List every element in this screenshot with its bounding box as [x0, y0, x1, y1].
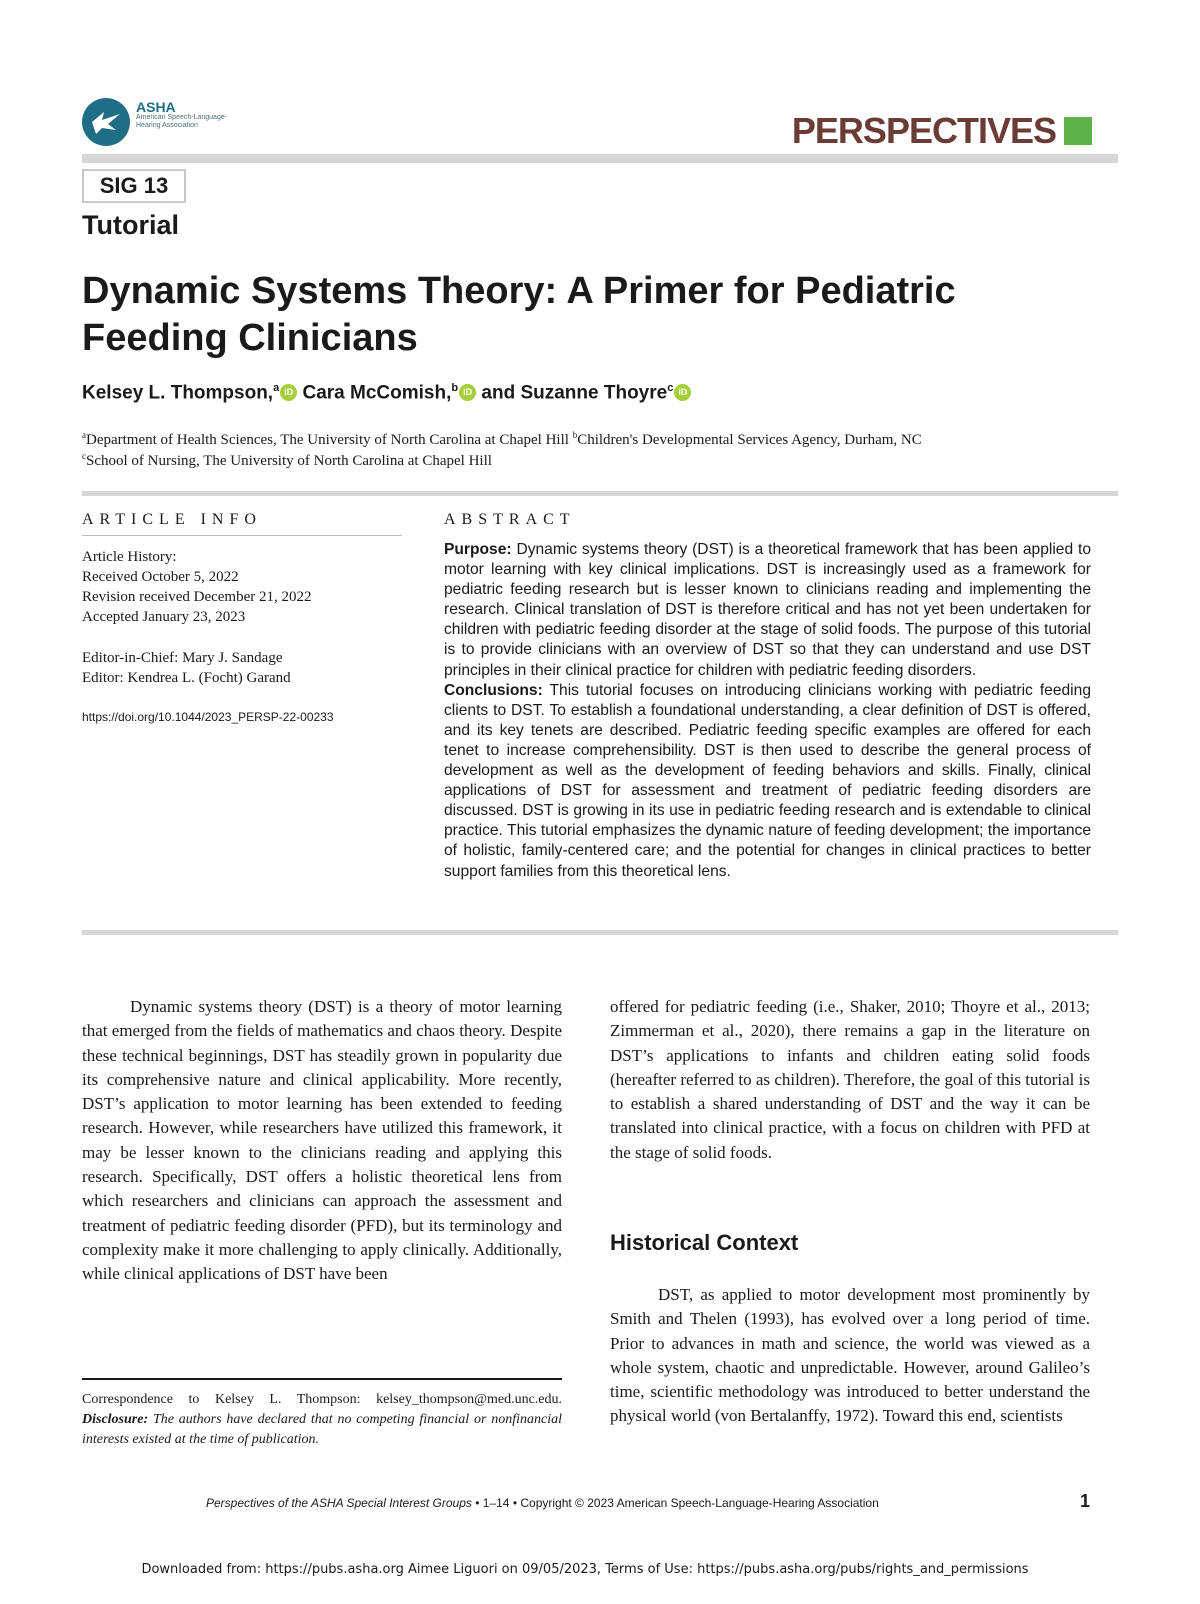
author-name: and Suzanne Thoyre	[481, 382, 668, 404]
author-name: Cara McComish,	[302, 382, 452, 404]
doi-link[interactable]: https://doi.org/10.1044/2023_PERSP-22-00233	[82, 710, 334, 724]
conclusions-label: Conclusions:	[444, 681, 543, 699]
editors	[82, 648, 291, 688]
footnote	[82, 1390, 562, 1450]
affil-sup: c	[82, 451, 86, 461]
disclosure-text: The authors have declared that no competing financial or nonfinancial interests existed at the time of publication.	[82, 1412, 562, 1447]
affiliations-line-2	[82, 451, 492, 470]
body-paragraph: DST, as applied to motor development most prominently by Smith and Thelen (1993), has evolved over a long period of time. Prior to advances in math and science, the world was viewed as a whole system, chaotic and unpredictable. However, around Galileo’s time, scientific methodology was introduced to better understand the physical world (von Bertalanffy, 1972). Toward this end, scientists	[610, 1285, 1090, 1426]
editor-in-chief: Editor-in-Chief: Mary J. Sandage	[82, 650, 283, 666]
history-label: Article History:	[82, 549, 177, 565]
header-rule	[82, 154, 1118, 163]
brand-square-icon	[1064, 117, 1092, 145]
sig-badge: SIG 13	[82, 169, 186, 203]
article-info-divider	[82, 535, 402, 536]
affil-sup: b	[572, 430, 578, 440]
orcid-icon[interactable]: iD	[280, 384, 297, 401]
affiliation-a: Department of Health Sciences, The University of North Carolina at Chapel Hill	[86, 432, 569, 448]
purpose-text: Dynamic systems theory (DST) is a theoretical framework that has been applied to motor learning with key clinical implications. DST is increasingly used as a framework for pediatric feeding research but is lesser known to clinicians reading and implementing the research. Clinical translation of DST is therefore critical and has not yet been undertaken for children with pediatric feeding disorder at the stage of solid foods. The purpose of this tutorial is to provide clinicians with an overview of DST so that they can understand and use DST principles in their clinical practice for children with pediatric feeding disorders.	[444, 541, 1091, 679]
title-line-1: Dynamic Systems Theory: A Primer for Pediatric	[82, 270, 956, 312]
abstract-rule	[82, 930, 1118, 935]
footnote-rule	[82, 1378, 562, 1380]
affil-sup: a	[82, 430, 86, 440]
article-history	[82, 547, 312, 627]
editor: Editor: Kendrea L. (Focht) Garand	[82, 670, 291, 686]
affiliation-b: Children's Developmental Services Agency, Durham, NC	[577, 432, 922, 448]
abstract-heading: ABSTRACT	[444, 511, 576, 528]
asha-logo-icon	[82, 98, 130, 146]
logo-name: ASHA	[136, 99, 176, 115]
article-type: Tutorial	[82, 210, 179, 240]
page-range: • 1–14 •	[475, 1496, 518, 1510]
journal-name: Perspectives of the ASHA Special Interest Groups	[206, 1496, 472, 1510]
conclusions-text: This tutorial focuses on introducing clinicians working with pediatric feeding clients to DST. To establish a foundational understanding, a clear definition of DST is offered, and its key tenets are described. Pediatric feeding specific examples are offered for each tenet to increase comprehensibility. DST is then used to describe the general process of development as well as the development of feeding behaviors and skills. Finally, clinical applications of DST for assessment and treatment of pediatric feeding disorders are discussed. DST is growing in its use in pediatric feeding research and is extendable to clinical practice. This tutorial emphasizes the dynamic nature of feeding development; the importance of holistic, family-centered care; and the potential for changes in clinical practices to better support families from this theoretical lens.	[444, 681, 1091, 880]
author-affil-sup: c	[667, 382, 674, 394]
revised-date: Revision received December 21, 2022	[82, 589, 312, 605]
abstract-conclusions	[444, 681, 1091, 882]
disclosure-label: Disclosure:	[82, 1412, 149, 1427]
section-rule	[82, 491, 1118, 496]
author-affil-sup: a	[273, 382, 280, 394]
page-number: 1	[1080, 1491, 1091, 1511]
logo-subtitle: American Speech-Language-Hearing Association	[136, 114, 228, 129]
section-heading: Historical Context	[610, 1230, 799, 1255]
body-right-column	[610, 995, 1090, 1165]
perspectives-wordmark: PERSPECTIVES	[791, 110, 1056, 151]
article-title	[82, 268, 1118, 362]
journal-brand	[792, 110, 1092, 152]
orcid-icon[interactable]: iD	[459, 384, 476, 401]
author-name: Kelsey L. Thompson,	[82, 382, 274, 404]
purpose-label: Purpose:	[444, 541, 512, 558]
copyright: Copyright © 2023 American Speech-Language-Hearing Association	[520, 1496, 879, 1510]
download-notice: Downloaded from: https://pubs.asha.org Aimee Liguori on 09/05/2023, Terms of Use: https://pubs.asha.org/pubs/rights_and_permissions	[141, 1562, 1029, 1577]
body-left-column	[82, 995, 562, 1287]
abstract-body	[444, 540, 1091, 882]
body-paragraph: Dynamic systems theory (DST) is a theory of motor learning that emerged from the fields of mathematics and chaos theory. Despite these technical beginnings, DST has steadily grown in popularity due its comprehensive nature and clinical applicability. More recently, DST’s application to motor learning has been extended to feeding research. However, while researchers have utilized this framework, it may be lesser known to the clinicians reading and applying this research. Specifically, DST offers a holistic theoretical lens from which researchers and clinicians can approach the assessment and treatment of pediatric feeding disorder (PFD), but its terminology and complexity make it more challenging to apply clinically. Additionally, while clinical applications of DST have been	[82, 997, 562, 1284]
article-info-heading: ARTICLE INFO	[82, 511, 262, 528]
author-list	[82, 382, 691, 404]
body-paragraph: offered for pediatric feeding (i.e., Shaker, 2010; Thoyre et al., 2013; Zimmerman et al., 2020), there remains a gap in the literature on DST’s applications to infants and children eating solid foods (hereafter referred to as children). Therefore, the goal of this tutorial is to establish a shared understanding of DST and the way it can be translated into clinical practice, with a focus on children with PFD at the stage of solid foods.	[610, 997, 1090, 1162]
affiliations-line-1	[82, 430, 922, 449]
accepted-date: Accepted January 23, 2023	[82, 609, 246, 625]
running-footer	[206, 1496, 879, 1510]
title-line-2: Feeding Clinicians	[82, 317, 418, 359]
body-right-column-lower	[610, 1283, 1090, 1429]
affiliation-c: School of Nursing, The University of North Carolina at Chapel Hill	[86, 453, 492, 469]
asha-logo	[82, 98, 252, 148]
correspondence: Correspondence to Kelsey L. Thompson: kelsey_thompson@med.unc.edu.	[82, 1392, 562, 1407]
abstract-purpose	[444, 540, 1091, 681]
orcid-icon[interactable]: iD	[674, 384, 691, 401]
received-date: Received October 5, 2022	[82, 569, 239, 585]
author-affil-sup: b	[451, 382, 459, 394]
